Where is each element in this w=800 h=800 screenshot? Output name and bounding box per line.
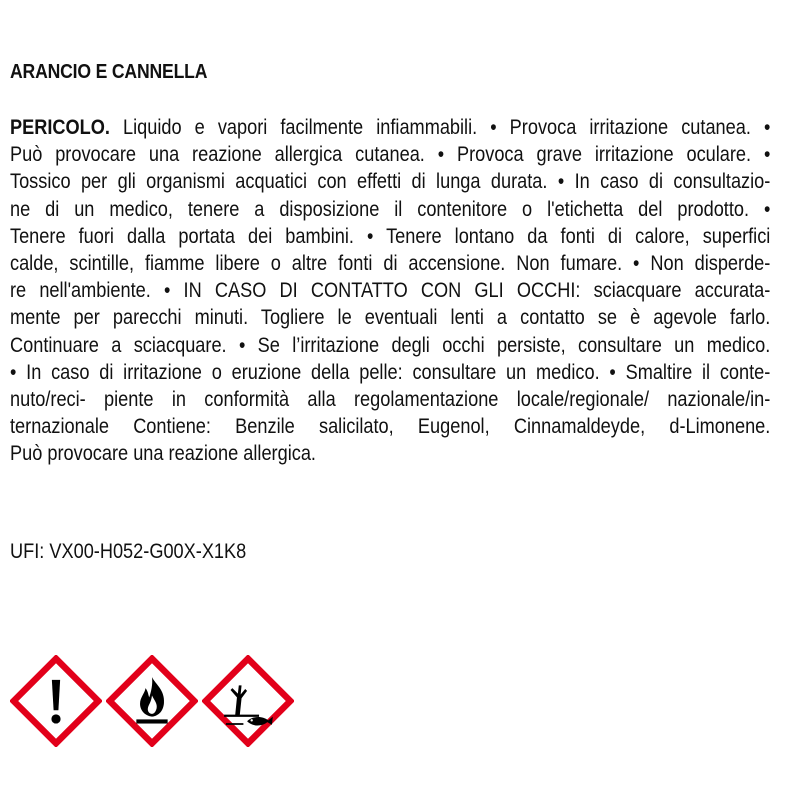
hazard-line: Continuare a sciacquare. • Se l’irritazione degli occhi persiste, consultare un medico. — [10, 333, 771, 357]
ufi-code: UFI: VX00-H052-G00X-X1K8 — [10, 540, 247, 563]
hazard-line: Tenere fuori dalla portata dei bambini. • Tenere lontano da fonti di calore, superfici — [10, 224, 771, 248]
product-title: ARANCIO E CANNELLA — [10, 61, 208, 83]
hazard-line: Può provocare una reazione allergica. — [10, 442, 316, 466]
hazard-line — [10, 114, 770, 141]
exclamation-mark-icon — [10, 655, 102, 747]
hazard-line: nuto/reci- piente in conformità alla regolamentazione locale/regionale/ nazionale/in- — [10, 388, 771, 412]
hazard-line: calde, scintille, fiamme libere o altre fonti di accensione. Non fumare. • Non disperde- — [10, 252, 771, 276]
hazard-line: re nell'ambiente. • IN CASO DI CONTATTO CON GLI OCCHI: sciacquare accurata- — [10, 279, 771, 303]
flame-icon — [106, 655, 198, 747]
ghs-pictograms — [10, 655, 290, 755]
hazard-line: ternazionale Contiene: Benzile salicilato, Eugenol, Cinnamaldeyde, d-Limonene. — [10, 415, 771, 439]
signal-word: PERICOLO. — [10, 116, 110, 139]
hazard-line-text: Liquido e vapori facilmente infiammabili. • Provoca irritazione cutanea. • — [109, 116, 771, 139]
hazard-line: Può provocare una reazione allergica cutanea. • Provoca grave irritazione oculare. • — [10, 143, 771, 167]
hazard-line: ne di un medico, tenere a disposizione il contenitore o l'etichetta del prodotto. • — [10, 197, 771, 221]
hazard-line: • In caso di irritazione o eruzione della pelle: consultare un medico. • Smaltire il conte- — [10, 360, 771, 384]
hazard-statement-block — [10, 114, 770, 468]
hazard-line: mente per parecchi minuti. Togliere le eventuali lenti a contatto se è agevole farlo. — [10, 306, 771, 330]
environment-hazard-icon — [202, 655, 294, 747]
hazard-line: Tossico per gli organismi acquatici con effetti di lunga durata. • In caso di consultazio- — [10, 170, 771, 194]
